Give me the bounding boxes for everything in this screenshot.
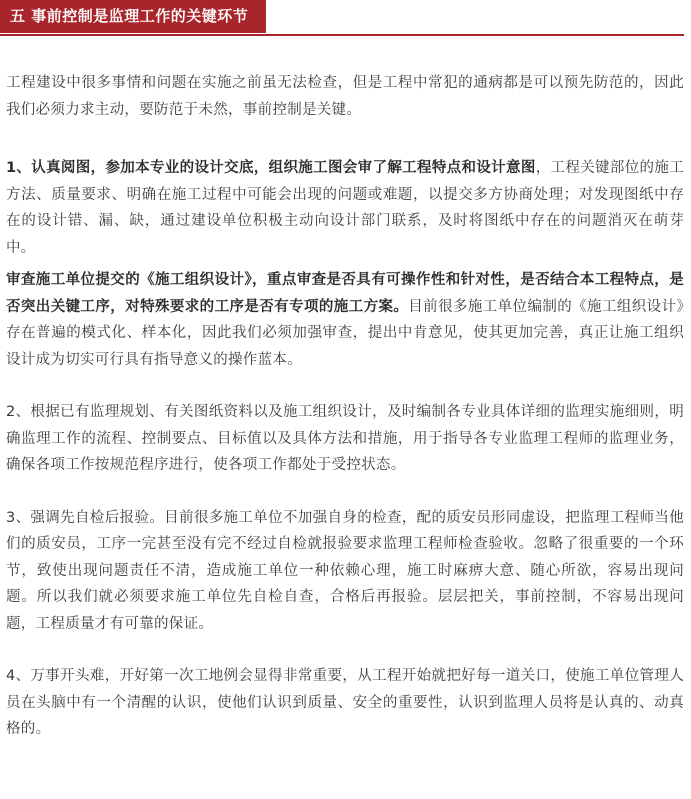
header-divider — [0, 34, 684, 36]
item-1-paragraph — [6, 155, 684, 261]
item-1b-paragraph — [6, 267, 684, 373]
item-1-bold: 1、认真阅图，参加本专业的设计交底，组织施工图会审了解工程特点和设计意图 — [6, 160, 536, 176]
section-title: 五 事前控制是监理工作的关键环节 — [0, 0, 266, 33]
item-1-text: ，工程关键部位的施工方法、质量要求、明确在施工过程中可能会出现的问题或难题，以提交多方协商处理；对发现图纸中存在的设计错、漏、缺，通过建设单位积极主动向设计部门联系，及时将图纸中存在的问题消灭在萌芽中。 — [6, 160, 685, 256]
item-4-paragraph: 4、万事开头难，开好第一次工地例会显得非常重要，从工程开始就把好每一道关口，使施工单位管理人员在头脑中有一个清醒的认识，使他们认识到质量、安全的重要性，认识到监理人员将是认真的、动真格的。 — [6, 668, 684, 737]
item-2-paragraph: 2、根据已有监理规划、有关图纸资料以及施工组织设计，及时编制各专业具体详细的监理实施细则，明确监理工作的流程、控制要点、目标值以及具体方法和措施，用于指导各专业监理工程师的监理业务，确保各项工作按规范程序进行，使各项工作都处于受控状态。 — [6, 404, 684, 473]
item-3-paragraph: 3、强调先自检后报验。目前很多施工单位不加强自身的检查，配的质安员形同虚设，把监理工程师当他们的质安员，工序一完甚至没有完不经过自检就报验要求监理工程师检查验收。忽略了很重要的一个环节，致使出现问题责任不清，造成施工单位一种依赖心理，施工时麻痹大意、随心所欲，容易出现问题。所以我们就必须要求施工单位先自检自查，合格后再报验。层层把关，事前控制，不容易出现问题，工程质量才有可靠的保证。 — [6, 509, 684, 632]
article-body — [6, 70, 684, 743]
intro-paragraph: 工程建设中很多事情和问题在实施之前虽无法检查，但是工程中常犯的通病都是可以预先防范的，因此我们必须力求主动，要防范于未然，事前控制是关键。 — [6, 75, 684, 118]
item-1b-bold: 审查施工单位提交的《施工组织设计》，重点审查是否具有可操作性和针对性，是否结合本工程特点，是否突出关键工序，对特殊要求的工序是否有专项的施工方案。 — [6, 272, 684, 315]
item-1b-text: 目前很多施工单位编制的《施工组织设计》存在普遍的模式化、样本化，因此我们必须加强审查，提出中肯意见，使其更加完善，真正让施工组织设计成为切实可行具有指导意义的操作蓝本。 — [6, 298, 684, 368]
section-header — [0, 0, 691, 38]
